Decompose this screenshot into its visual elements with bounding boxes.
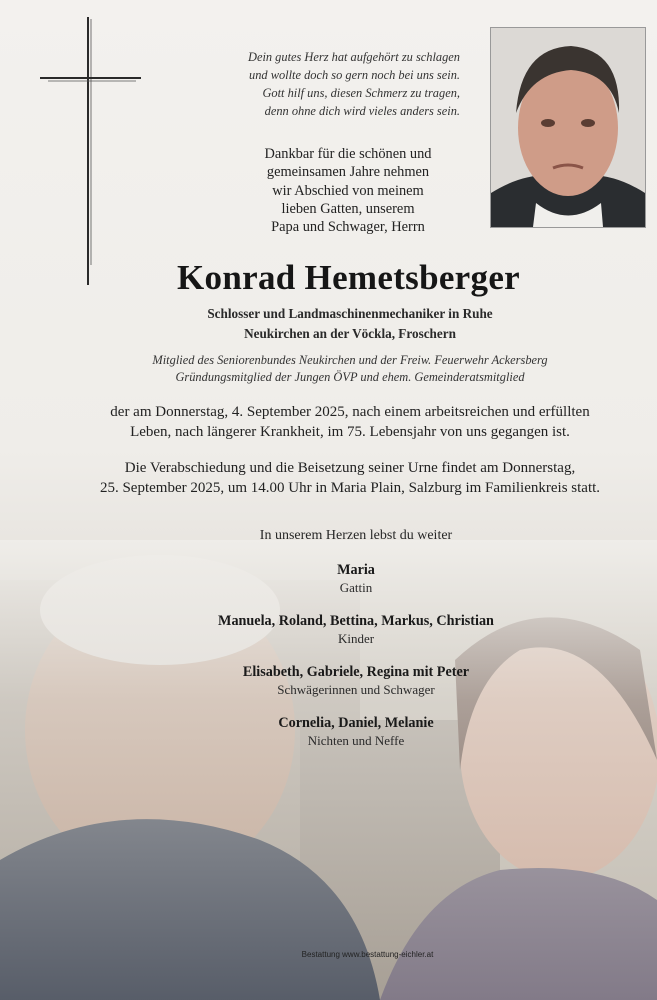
- family-relation: Gattin: [339, 580, 373, 595]
- death-line: Leben, nach längerer Krankheit, im 75. Lebensjahr von uns gegangen ist.: [130, 424, 570, 440]
- cross-icon: [38, 15, 143, 287]
- family-relation: Nichten und Neffe: [307, 733, 405, 748]
- family-names: Manuela, Roland, Bettina, Markus, Christian: [218, 613, 494, 629]
- location: Neukirchen an der Vöckla, Froschern: [244, 326, 456, 341]
- farewell-notice: [0, 458, 657, 498]
- profession: Schlosser und Landmaschinenmechaniker in Ruhe: [207, 306, 493, 321]
- thanks-line: wir Abschied von meinem: [272, 182, 424, 199]
- verse-line: Dein gutes Herz hat aufgehört zu schlagen: [248, 50, 460, 64]
- deceased-portrait: [490, 27, 646, 228]
- memorial-verse: [178, 48, 460, 120]
- membership-line: Mitglied des Seniorenbundes Neukirchen und der Freiw. Feuerwehr Ackersberg: [152, 353, 548, 367]
- family-names: Cornelia, Daniel, Melanie: [278, 715, 434, 731]
- family-group: [0, 664, 657, 698]
- thanks-line: gemeinsamen Jahre nehmen: [266, 164, 430, 181]
- funeral-home-footer: Bestattung www.bestattung-eichler.at: [301, 950, 434, 959]
- thanks-text: [210, 145, 486, 236]
- death-line: der am Donnerstag, 4. September 2025, nach einem arbeitsreichen und erfüllten: [110, 404, 590, 420]
- family-group: [0, 562, 657, 596]
- thanks-line: Dankbar für die schönen und: [264, 146, 432, 162]
- thanks-line: Papa und Schwager, Herrn: [271, 219, 425, 236]
- farewell-line: 25. September 2025, um 14.00 Uhr in Maria Plain, Salzburg im Familienkreis statt.: [99, 480, 601, 496]
- family-relation: Kinder: [337, 631, 375, 646]
- family-relation: Schwägerinnen und Schwager: [277, 682, 435, 697]
- family-names: Elisabeth, Gabriele, Regina mit Peter: [242, 664, 470, 680]
- verse-line: und wolltе doch so gern noch bei uns sein.: [249, 68, 460, 82]
- farewell-line: Die Verabschiedung und die Beisetzung seiner Urne findet am Donnerstag,: [124, 460, 576, 476]
- heart-line: In unserem Herzen lebst du weiter: [259, 528, 453, 543]
- death-notice: [0, 402, 657, 442]
- deceased-name: Konrad Hemetsberger: [177, 258, 520, 297]
- family-names: Maria: [337, 562, 375, 578]
- verse-line: denn ohne dich wird vieles anders sein.: [264, 104, 460, 118]
- verse-line: Gott hilf uns, diesen Schmerz zu tragen,: [262, 86, 460, 100]
- family-group: [0, 715, 657, 749]
- thanks-line: lieben Gatten, unserem: [281, 200, 415, 217]
- background-couple-photo: [0, 540, 657, 1000]
- membership-line: Gründungsmitglied der Jungen ÖVP und ehem. Gemeinderatsmitglied: [175, 370, 525, 384]
- membership-text: [0, 352, 657, 386]
- family-group: [0, 613, 657, 647]
